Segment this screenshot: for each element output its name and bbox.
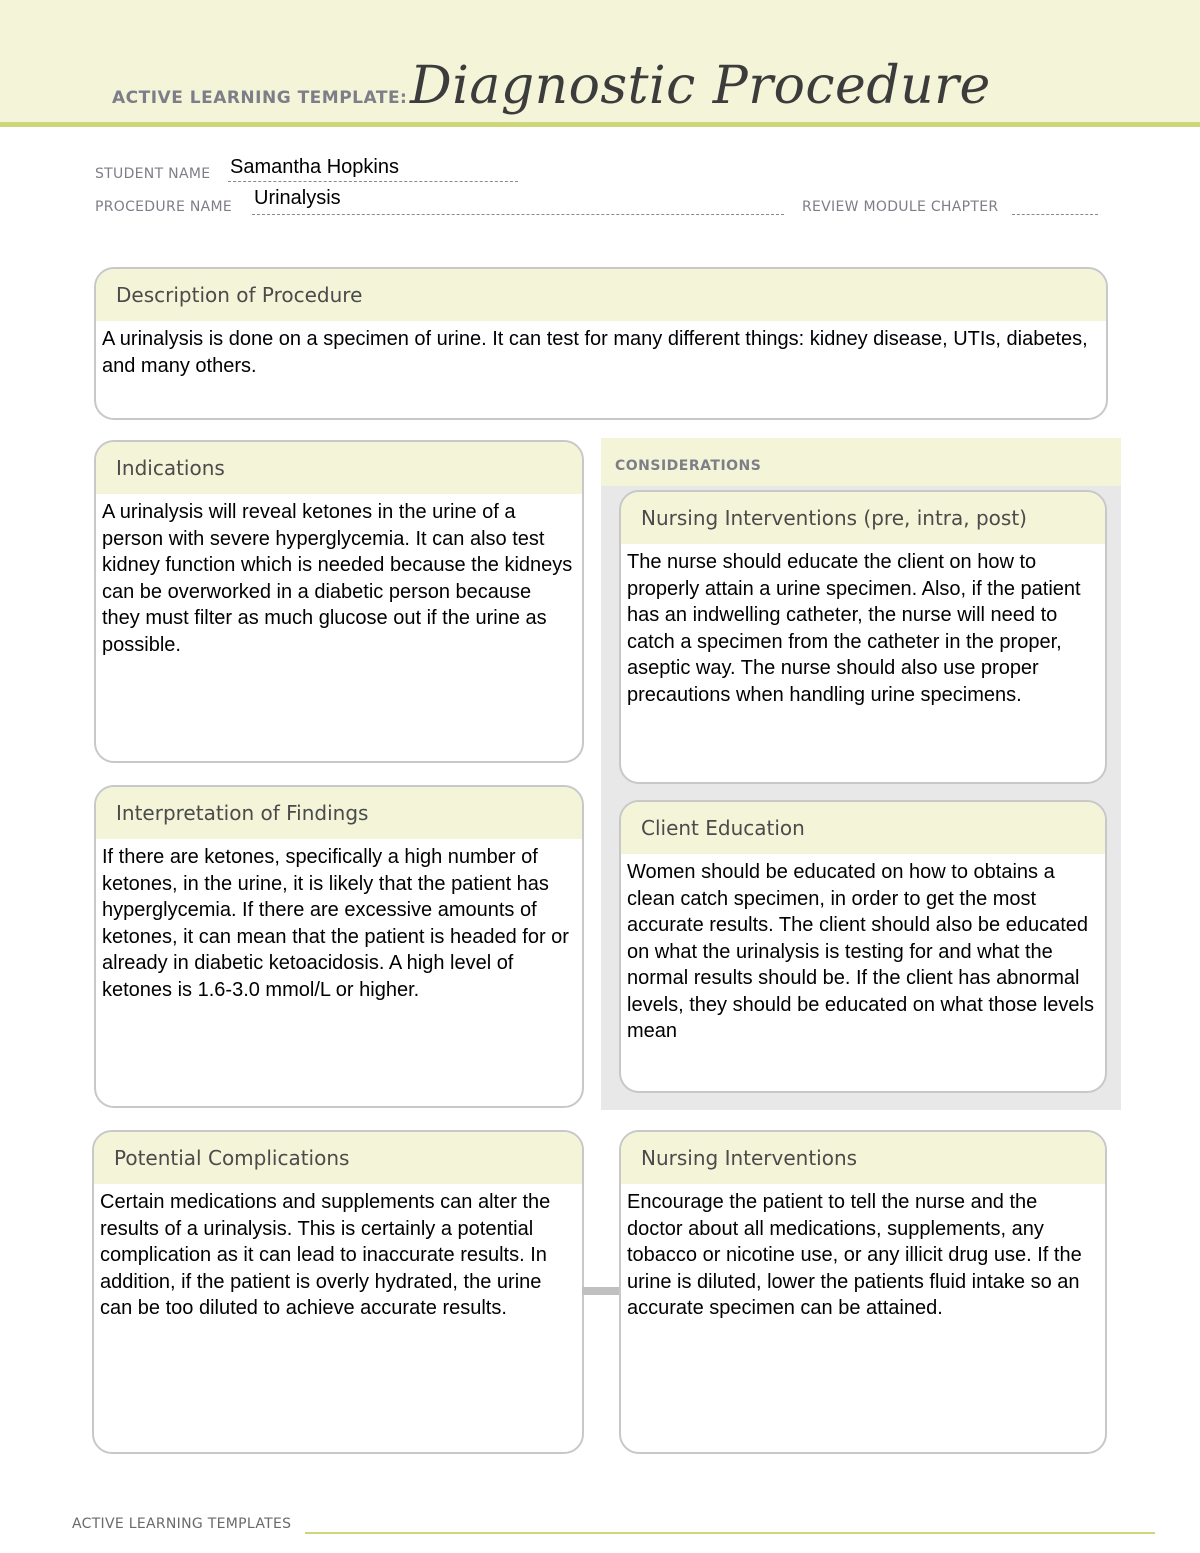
description-heading: Description of Procedure xyxy=(96,269,1106,321)
nursing-interventions-card xyxy=(619,490,1107,784)
template-prefix: ACTIVE LEARNING TEMPLATE: xyxy=(112,88,408,108)
indications-card xyxy=(94,440,584,763)
client-education-card xyxy=(619,800,1107,1093)
potential-complications-heading: Potential Complications xyxy=(94,1132,582,1184)
complication-interventions-text[interactable]: Encourage the patient to tell the nurse and the doctor about all medications, supplements, any tobacco or nicotine use, or any illicit drug use. If the urine is diluted, lower the patients fluid intake so an accurate specimen can be attained. xyxy=(627,1191,1082,1319)
complication-interventions-heading: Nursing Interventions xyxy=(621,1132,1105,1184)
description-card xyxy=(94,267,1108,420)
procedure-name-label: PROCEDURE NAME xyxy=(95,199,233,215)
footer-divider xyxy=(305,1532,1155,1534)
footer-label: ACTIVE LEARNING TEMPLATES xyxy=(72,1516,292,1532)
student-name-label: STUDENT NAME xyxy=(95,166,211,182)
review-module-field[interactable] xyxy=(1012,214,1098,215)
potential-complications-text[interactable]: Certain medications and supplements can alter the results of a urinalysis. This is certainly a potential complication as it can lead to inaccurate results. In addition, if the patient is overly hydrated, the urine can be too diluted to achieve accurate results. xyxy=(100,1191,551,1319)
procedure-name-line xyxy=(252,214,784,215)
nursing-interventions-text[interactable]: The nurse should educate the client on how to properly attain a urine specimen. Also, if the patient has an indwelling catheter, the nurse will need to catch a specimen from the catheter in the proper, aseptic way. The nurse should also use proper precautions when handling urine specimens. xyxy=(627,551,1081,706)
page-title: Diagnostic Procedure xyxy=(410,56,991,116)
header-divider xyxy=(0,122,1200,127)
complication-interventions-card xyxy=(619,1130,1107,1454)
student-name-field[interactable]: Samantha Hopkins xyxy=(230,156,399,178)
interpretation-text[interactable]: If there are ketones, specifically a high number of ketones, in the urine, it is likely that the patient has hyperglycemia. If there are excessive amounts of ketones, it can mean that the patient is headed for or already in diabetic ketoacidosis. A high level of ketones is 1.6-3.0 mmol/L or higher. xyxy=(102,846,569,1001)
card-connector xyxy=(582,1287,620,1295)
review-module-label: REVIEW MODULE CHAPTER xyxy=(802,199,999,215)
student-name-line xyxy=(228,181,518,182)
indications-heading: Indications xyxy=(96,442,582,494)
considerations-label: CONSIDERATIONS xyxy=(615,458,762,474)
interpretation-card xyxy=(94,785,584,1108)
client-education-heading: Client Education xyxy=(621,802,1105,854)
description-text[interactable]: A urinalysis is done on a specimen of urine. It can test for many different things: kidney disease, UTIs, diabetes, and many others. xyxy=(102,328,1088,377)
indications-text[interactable]: A urinalysis will reveal ketones in the urine of a person with severe hyperglycemia. It can also test kidney function which is needed because the kidneys can be overworked in a diabetic person because they must filter as much glucose out if the urine as possible. xyxy=(102,501,573,656)
nursing-interventions-heading: Nursing Interventions (pre, intra, post) xyxy=(621,492,1105,544)
potential-complications-card xyxy=(92,1130,584,1454)
procedure-name-field[interactable]: Urinalysis xyxy=(254,187,341,209)
client-education-text[interactable]: Women should be educated on how to obtains a clean catch specimen, in order to get the most accurate results. The client should also be educated on what the urinalysis is testing for and what the normal results should be. If the client has abnormal levels, they should be educated on what those levels mean xyxy=(627,861,1094,1042)
interpretation-heading: Interpretation of Findings xyxy=(96,787,582,839)
